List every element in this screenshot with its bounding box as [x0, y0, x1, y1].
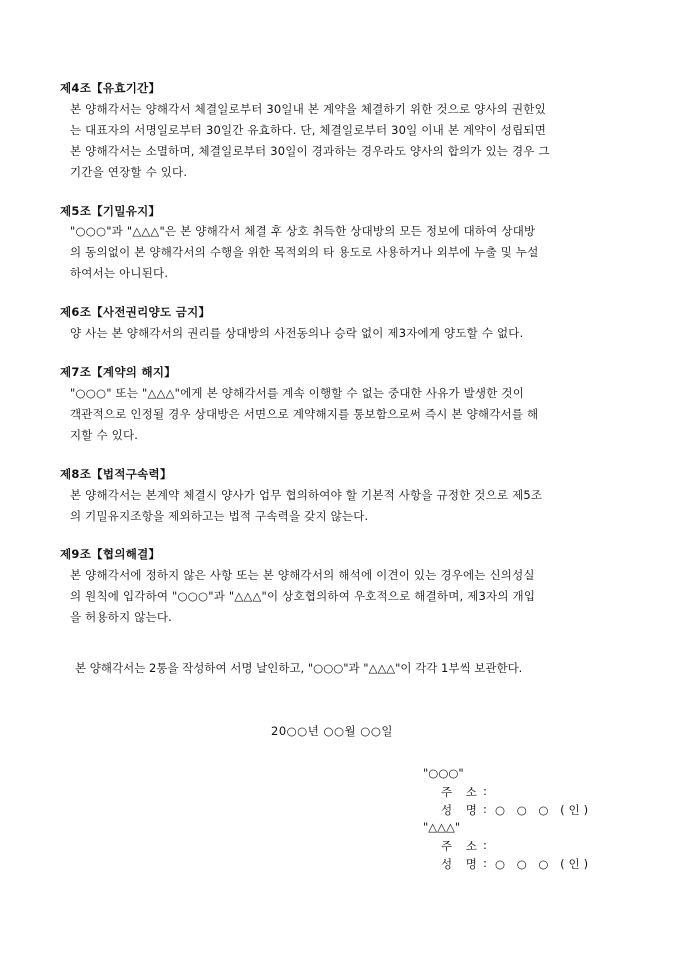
- address-label: 주 소: [441, 785, 477, 799]
- article-line: 양 사는 본 양해각서의 권리를 상대방의 사전동의나 승락 없이 제3자에게 양도할 수 없다.: [70, 326, 524, 340]
- article-line: 본 양해각서는 양해각서 체결일로부터 30일내 본 계약을 체결하기 위한 것으로 양사의 권한있: [70, 102, 546, 116]
- article-title: 제5조【기밀유지】: [60, 204, 161, 218]
- colon: :: [483, 784, 487, 798]
- colon: :: [483, 838, 487, 852]
- article-line: 의 원칙에 입각하여 "○○○"과 "△△△"이 상호협의하여 우호적으로 해결하며, 제3자의 개입: [70, 589, 536, 603]
- article-line: 의 기밀유지조항을 제외하고는 법적 구속력을 갖지 않는다.: [70, 509, 369, 523]
- party-name: "○○○": [423, 766, 464, 780]
- signature-value: ○ ○ ○ (인): [495, 803, 593, 817]
- article-line: "○○○" 또는 "△△△"에게 본 양해각서를 계속 이행할 수 없는 중대한 사유가 발생한 것이: [70, 386, 525, 400]
- article-line: 기간을 연장할 수 있다.: [70, 165, 188, 179]
- article-title: 제8조【법적구속력】: [60, 467, 172, 481]
- colon: :: [483, 802, 487, 816]
- name-label: 성 명: [441, 857, 477, 871]
- article-line: 지할 수 있다.: [70, 428, 139, 442]
- article-line: "○○○"과 "△△△"은 본 양해각서 체결 후 상호 취득한 상대방의 모든 정보에 대하여 상대방: [70, 224, 536, 238]
- article-title: 제9조【협의해결】: [60, 547, 161, 561]
- closing-statement: 본 양해각서는 2통을 작성하여 서명 날인하고, "○○○"과 "△△△"이 각각 1부씩 보관한다.: [75, 661, 523, 675]
- article-title: 제7조【계약의 해지】: [60, 365, 177, 379]
- party-name: "△△△": [423, 820, 461, 834]
- article-line: 본 양해각서는 본계약 체결시 양사가 업무 협의하여야 할 기본적 사항을 규정한 것으로 제5조: [70, 488, 543, 502]
- article-line: 본 양해각서에 정하지 않은 사항 또는 본 양해각서의 해석에 이견이 있는 경우에는 신의성실: [70, 568, 535, 582]
- article-line: 는 대표자의 서명일로부터 30일간 유효하다. 단, 체결일로부터 30일 이내 본 계약이 성립되면: [70, 123, 546, 137]
- article-line: 의 동의없이 본 양해각서의 수행을 위한 목적외의 타 용도로 사용하거나 외부에 누출 및 누설: [70, 245, 539, 259]
- address-label: 주 소: [441, 839, 477, 853]
- article-line: 하여서는 아니된다.: [70, 266, 169, 280]
- article-title: 제4조【유효기간】: [60, 81, 161, 95]
- article-line: 본 양해각서는 소멸하며, 체결일로부터 30일이 경과하는 경우라도 양사의 합의가 있는 경우 그: [70, 144, 550, 158]
- signature-value: ○ ○ ○ (인): [495, 857, 593, 871]
- article-title: 제6조【사전권리양도 금지】: [60, 305, 211, 319]
- article-line: 을 허용하지 않는다.: [70, 610, 173, 624]
- colon: :: [483, 856, 487, 870]
- article-line: 객관적으로 인정될 경우 상대방은 서면으로 계약해지를 통보함으로써 즉시 본 양해각서를 해: [70, 407, 539, 421]
- name-label: 성 명: [441, 803, 477, 817]
- signing-date: 20○○년 ○○월 ○○일: [271, 724, 393, 738]
